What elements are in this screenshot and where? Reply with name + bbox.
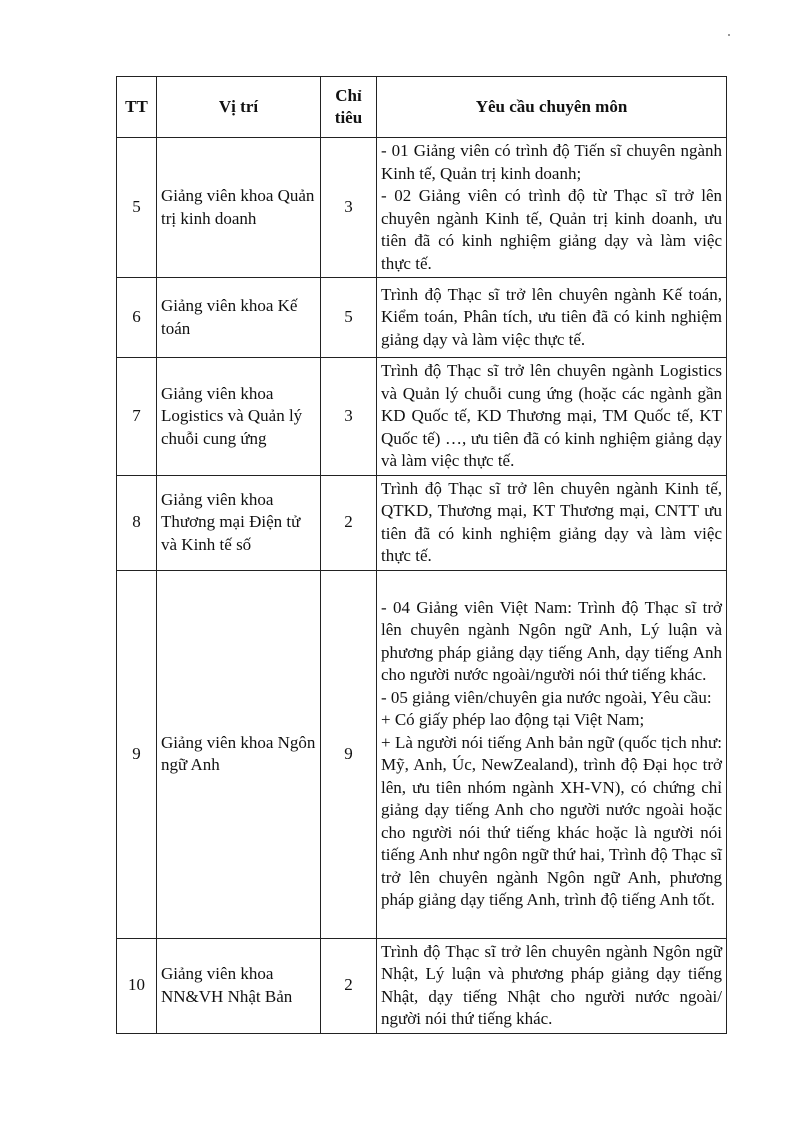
row-number: 5 <box>117 138 157 278</box>
quota-cell: 2 <box>321 475 377 570</box>
table-row <box>117 938 727 1033</box>
table-row <box>117 570 727 938</box>
header-tt: TT <box>117 77 157 138</box>
requirement-line: Trình độ Thạc sĩ trở lên chuyên ngành Logistics và Quản lý chuỗi cung ứng (hoặc các ngành gần KD Quốc tế, KD Thương mại, TM Quốc tế, KT Quốc tế) …, ưu tiên đã có kinh nghiệm giảng dạy và làm việc thực tế. <box>381 361 722 470</box>
requirement-line: + Có giấy phép lao động tại Việt Nam; <box>381 710 645 729</box>
row-number: 8 <box>117 475 157 570</box>
table-row <box>117 358 727 476</box>
table-header-row <box>117 77 727 138</box>
quota-cell: 3 <box>321 138 377 278</box>
requirement-line: - 05 giảng viên/chuyên gia nước ngoài, Yêu cầu: <box>381 687 712 707</box>
row-number: 6 <box>117 278 157 358</box>
requirement-line: - 01 Giảng viên có trình độ Tiến sĩ chuyên ngành Kinh tế, Quản trị kinh doanh; <box>381 141 722 183</box>
row-number: 7 <box>117 358 157 476</box>
header-requirements: Yêu cầu chuyên môn <box>377 77 727 138</box>
position-cell: Giảng viên khoa Kế toán <box>157 278 321 358</box>
requirements-cell <box>377 138 727 278</box>
requirement-line: - 02 Giảng viên có trình độ từ Thạc sĩ trở lên chuyên ngành Kinh tế, Quản trị kinh doanh, ưu tiên đã có kinh nghiệm giảng dạy và làm việc thực tế. <box>381 186 722 273</box>
requirements-cell <box>377 570 727 938</box>
requirement-line: Trình độ Thạc sĩ trở lên chuyên ngành Kinh tế, QTKD, Thương mại, KT Thương mại, CNTT ưu tiên đã có kinh nghiệm giảng dạy và làm việc thực tế. <box>381 478 722 565</box>
position-cell: Giảng viên khoa Thương mại Điện tử và Kinh tế số <box>157 475 321 570</box>
requirements-cell <box>377 475 727 570</box>
table-row <box>117 138 727 278</box>
quota-cell: 2 <box>321 938 377 1033</box>
position-cell: Giảng viên khoa Logistics và Quản lý chuỗi cung ứng <box>157 358 321 476</box>
requirements-cell <box>377 278 727 358</box>
requirement-line: Trình độ Thạc sĩ trở lên chuyên ngành Ngôn ngữ Nhật, Lý luận và phương pháp giảng dạy tiếng Nhật, dạy tiếng Nhật cho người nước ngoài/ người nói thứ tiếng khác. <box>381 941 722 1028</box>
header-position: Vị trí <box>157 77 321 138</box>
quota-cell: 3 <box>321 358 377 476</box>
position-cell: Giảng viên khoa NN&VH Nhật Bản <box>157 938 321 1033</box>
row-number: 9 <box>117 570 157 938</box>
quota-cell: 9 <box>321 570 377 938</box>
header-quota: Chỉ tiêu <box>321 77 377 138</box>
table-row <box>117 475 727 570</box>
position-cell: Giảng viên khoa Ngôn ngữ Anh <box>157 570 321 938</box>
recruitment-table <box>116 76 727 1034</box>
requirements-cell <box>377 938 727 1033</box>
table-row <box>117 278 727 358</box>
position-cell: Giảng viên khoa Quản trị kinh doanh <box>157 138 321 278</box>
requirement-line: - 04 Giảng viên Việt Nam: Trình độ Thạc sĩ trở lên chuyên ngành Ngôn ngữ Anh, Lý luận và phương pháp giảng dạy tiếng Anh, dạy tiếng Anh cho người nước ngoài/người nói thứ tiếng khác. <box>381 597 722 684</box>
row-number: 10 <box>117 938 157 1033</box>
scan-speck <box>728 34 730 36</box>
requirements-cell <box>377 358 727 476</box>
requirement-line: Trình độ Thạc sĩ trở lên chuyên ngành Kế toán, Kiểm toán, Phân tích, ưu tiên đã có kinh nghiệm giảng dạy và làm việc thực tế. <box>381 284 722 349</box>
quota-cell: 5 <box>321 278 377 358</box>
requirement-line: + Là người nói tiếng Anh bản ngữ (quốc tịch như: Mỹ, Anh, Úc, NewZealand), trình độ Đại học trở lên, ưu tiên nhóm ngành XH-VN), có chứng chỉ giảng dạy tiếng Anh cho người nước ngoài hoặc cho người nói thứ tiếng khác hoặc là người nói tiếng Anh như ngôn ngữ thứ hai, Trình độ Thạc sĩ trở lên chuyên ngành Ngôn ngữ Anh, phương pháp giảng dạy tiếng Anh, trình độ tiếng Anh tốt. <box>381 732 722 909</box>
